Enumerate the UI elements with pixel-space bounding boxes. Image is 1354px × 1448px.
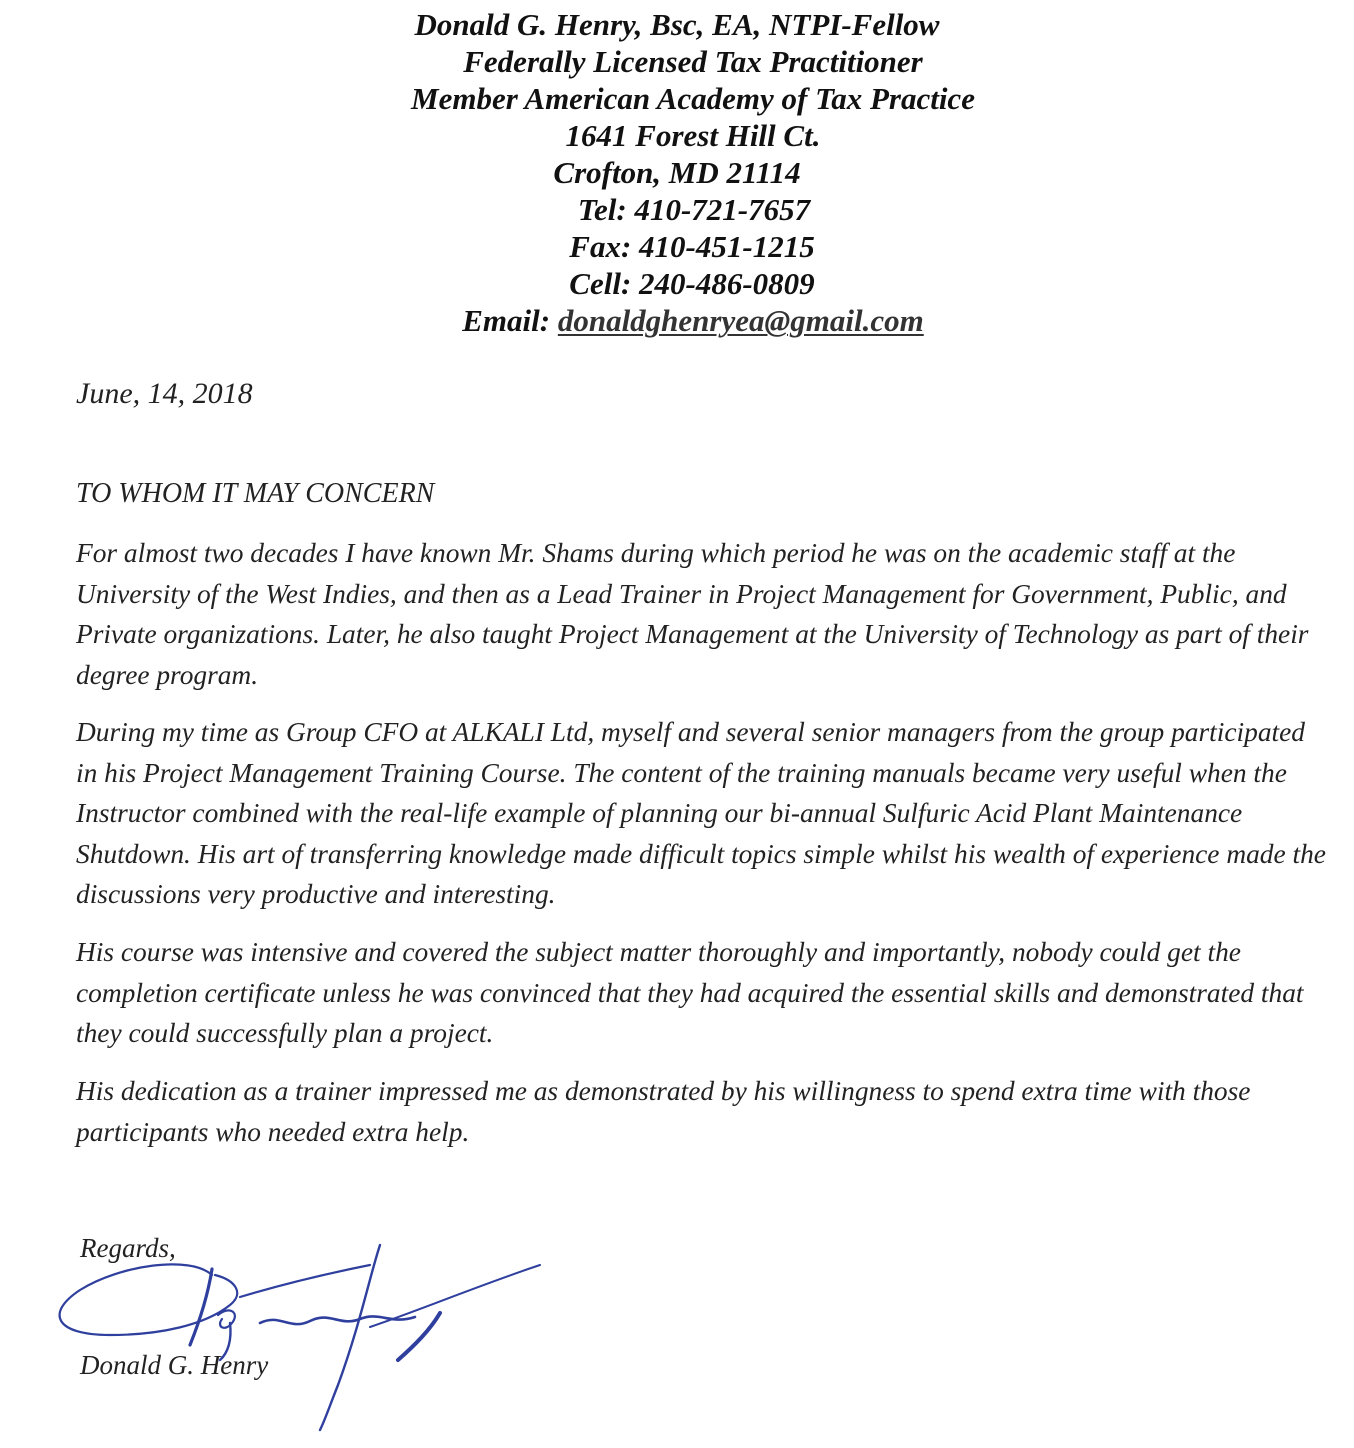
body-paragraph: For almost two decades I have known Mr. Shams during which period he was on the academic staff at the University of the West Indies, and then as a Lead Trainer in Project Management for Government, Public, and Private organizations. Later, he also taught Project Management at the University of Technology as part of their degree program. [76, 538, 1309, 690]
closing: Regards, [80, 1233, 176, 1263]
email-link[interactable]: donaldghenryea@gmail.com [557, 303, 924, 338]
signer-name: Donald G. Henry [80, 1350, 269, 1380]
salutation: TO WHOM IT MAY CONCERN [76, 478, 435, 509]
body-paragraph: His course was intensive and covered the subject matter thoroughly and importantly, nobody could get the completion certificate unless he was convinced that they had acquired the essential skills and demonstrated that they could successfully plan a project. [76, 937, 1304, 1048]
body-paragraph: His dedication as a trainer impressed me as demonstrated by his willingness to spend extra time with those participants who needed extra help. [76, 1076, 1251, 1147]
letterhead [0, 6, 1354, 339]
letter-date: June, 14, 2018 [76, 377, 253, 410]
sender-street: 1641 Forest Hill Ct. [565, 118, 821, 153]
sender-email-line [0, 302, 1354, 339]
sender-title: Federally Licensed Tax Practitioner [463, 44, 923, 79]
email-label: Email: [462, 303, 551, 338]
sender-tel: Tel: 410-721-7657 [577, 192, 811, 227]
sender-fax: Fax: 410-451-1215 [569, 229, 815, 264]
sender-name: Donald G. Henry, Bsc, EA, NTPI-Fellow [414, 7, 940, 42]
body-paragraph: During my time as Group CFO at ALKALI Ltd, myself and several senior managers from the group participated in his Project Management Training Course. The content of the training manuals became very useful when the Instructor combined with the real-life example of planning our bi-annual Sulfuric Acid Plant Maintenance Shutdown. His art of transferring knowledge made difficult topics simple whilst his wealth of experience made the discussions very productive and interesting. [76, 717, 1326, 909]
sender-city: Crofton, MD 21114 [553, 155, 801, 190]
sender-cell: Cell: 240-486-0809 [569, 266, 815, 301]
sender-membership: Member American Academy of Tax Practice [411, 81, 975, 116]
